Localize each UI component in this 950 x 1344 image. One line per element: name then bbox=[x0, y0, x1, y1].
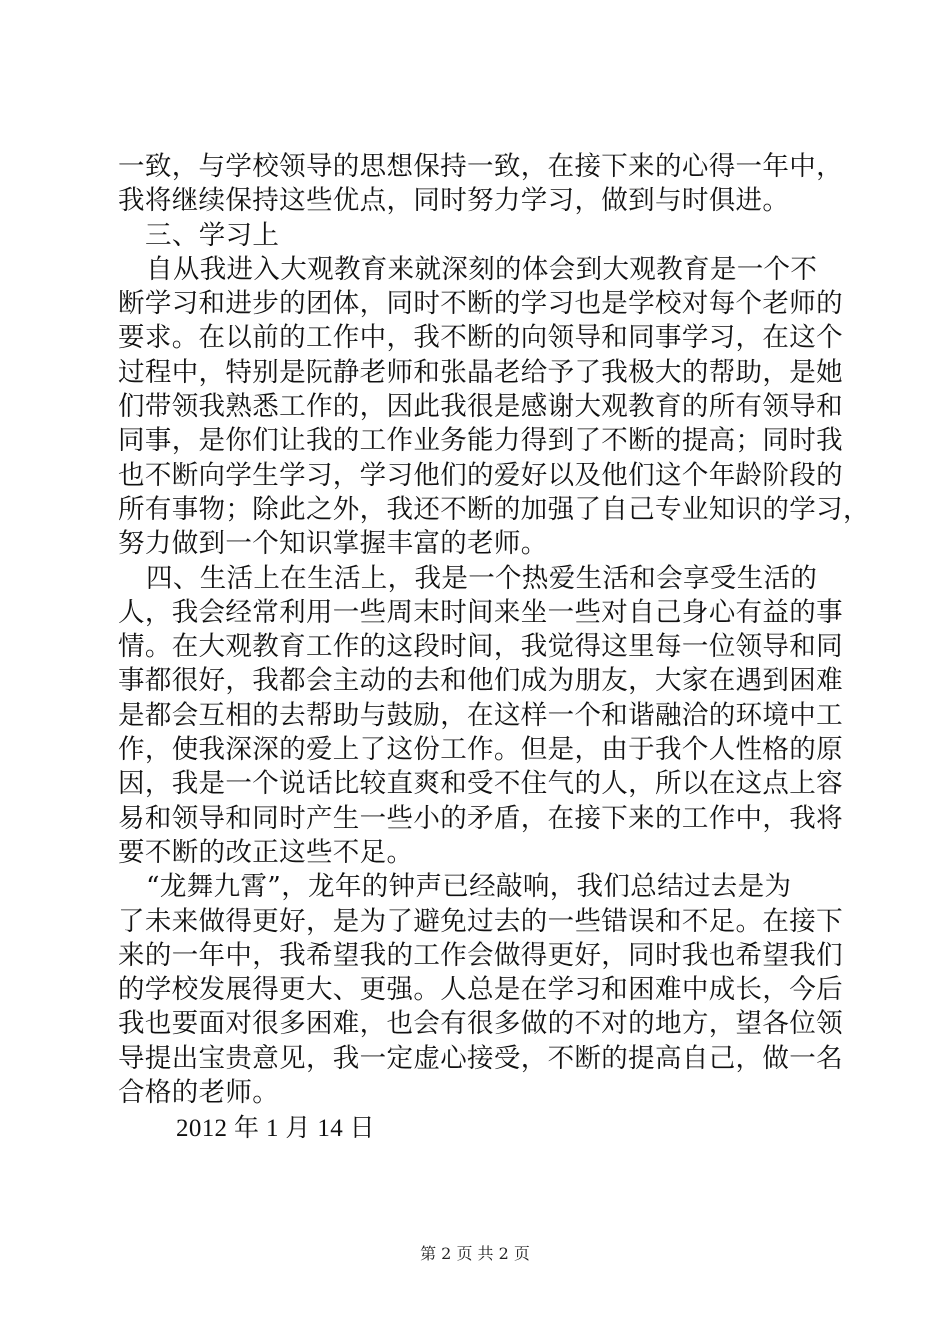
text-line: 断学习和进步的团体，同时不断的学习也是学校对每个老师的 bbox=[118, 288, 843, 320]
document-body bbox=[118, 150, 870, 1146]
text-line: 情。在大观教育工作的这段时间，我觉得这里每一位领导和同 bbox=[118, 631, 843, 663]
text-line: 也不断向学生学习，学习他们的爱好以及他们这个年龄阶段的 bbox=[118, 459, 843, 491]
document-date: 2012 年 1 月 14 日 bbox=[176, 1115, 376, 1143]
page-footer bbox=[0, 1244, 950, 1264]
text-line: 过程中，特别是阮静老师和张晶老给予了我极大的帮助，是她 bbox=[118, 356, 843, 388]
text-line: 我将继续保持这些优点，同时努力学习，做到与时俱进。 bbox=[118, 185, 790, 217]
text-line: 导提出宝贵意见，我一定虚心接受，不断的提高自己，做一名 bbox=[118, 1042, 843, 1074]
text-line: 的学校发展得更大、更强。人总是在学习和困难中成长，今后 bbox=[118, 974, 843, 1006]
text-line: 事都很好，我都会主动的去和他们成为朋友，大家在遇到困难 bbox=[118, 665, 843, 697]
text-line: 是都会互相的去帮助与鼓励，在这样一个和谐融洽的环境中工 bbox=[118, 699, 843, 731]
text-line: 人，我会经常利用一些周末时间来坐一些对自己身心有益的事 bbox=[118, 596, 843, 628]
text-line: 作，使我深深的爱上了这份工作。但是，由于我个人性格的原 bbox=[118, 734, 843, 766]
section-heading-life: 四、生活上在生活上，我是一个热爱生活和会享受生活的 bbox=[146, 562, 818, 594]
text-line: 我也要面对很多困难，也会有很多做的不对的地方，望各位领 bbox=[118, 1008, 843, 1040]
text-line: 来的一年中，我希望我的工作会做得更好，同时我也希望我们 bbox=[118, 939, 843, 971]
text-line: 要求。在以前的工作中，我不断的向领导和同事学习，在这个 bbox=[118, 322, 843, 354]
text-line: 要不断的改正这些不足。 bbox=[118, 836, 414, 868]
text-line: 们带领我熟悉工作的，因此我很是感谢大观教育的所有领导和 bbox=[118, 391, 843, 423]
text-line: 易和领导和同时产生一些小的矛盾，在接下来的工作中，我将 bbox=[118, 802, 843, 834]
text-line: 了未来做得更好，是为了避免过去的一些错误和不足。在接下 bbox=[118, 905, 843, 937]
paragraph-start: 自从我进入大观教育来就深刻的体会到大观教育是一个不 bbox=[146, 253, 818, 285]
text-line: 合格的老师。 bbox=[118, 1077, 280, 1109]
text-line: 努力做到一个知识掌握丰富的老师。 bbox=[118, 528, 548, 560]
section-heading-study: 三、学习上 bbox=[145, 219, 280, 251]
page-number-label: 第 2 页 共 2 页 bbox=[420, 1244, 530, 1263]
paragraph-start: “龙舞九霄”，龙年的钟声已经敲响，我们总结过去是为 bbox=[146, 871, 792, 903]
text-line: 因，我是一个说话比较直爽和受不住气的人，所以在这点上容 bbox=[118, 768, 843, 800]
text-line: 同事，是你们让我的工作业务能力得到了不断的提高；同时我 bbox=[118, 425, 843, 457]
text-line: 所有事物；除此之外，我还不断的加强了自己专业知识的学习， bbox=[118, 493, 870, 525]
text-line: 一致，与学校领导的思想保持一致，在接下来的心得一年中， bbox=[118, 151, 843, 182]
